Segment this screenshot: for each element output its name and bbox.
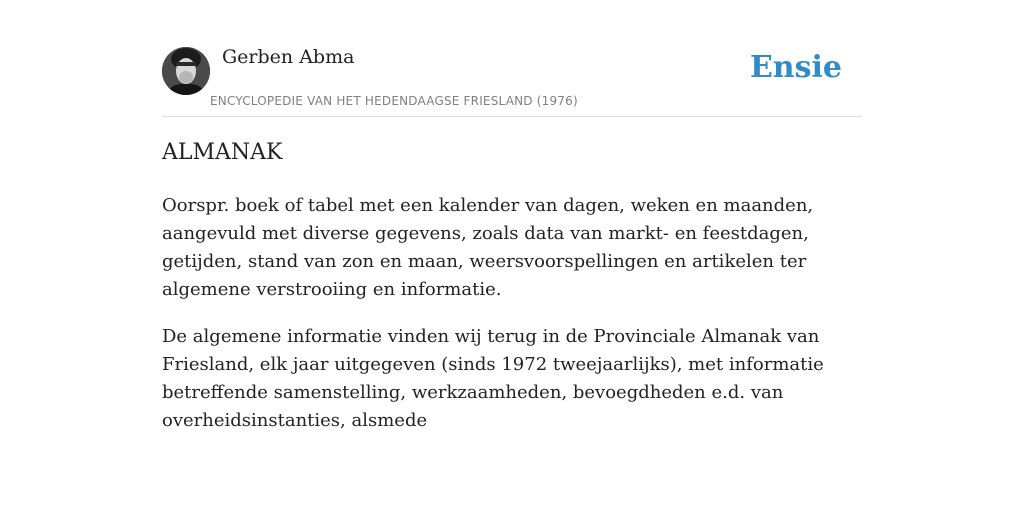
article-title: ALMANAK [162,140,283,165]
source-label[interactable]: ENCYCLOPEDIE VAN HET HEDENDAAGSE FRIESLAND (1976) [210,94,578,108]
author-avatar[interactable] [162,47,210,95]
article-body [162,192,862,454]
author-name[interactable]: Gerben Abma [222,46,355,68]
author-portrait [162,47,210,95]
article-paragraph: Oorspr. boek of tabel met een kalender van dagen, weken en maanden, aangevuld met diverse gegevens, zoals data van markt- en feestdagen, getijden, stand van zon en maan, weersvoorspellingen en artikelen ter algemene verstrooiing en informatie. [162,195,814,300]
brand-logo[interactable]: Ensie [749,50,842,85]
article-paragraph: De algemene informatie vinden wij terug in de Provinciale Almanak van Friesland, elk jaar uitgegeven (sinds 1972 tweejaarlijks), met informatie betreffende samenstelling, werkzaamheden, bevoegdheden e.d. van overheidsinstanties, alsmede [162,326,824,431]
article-header [162,44,862,117]
